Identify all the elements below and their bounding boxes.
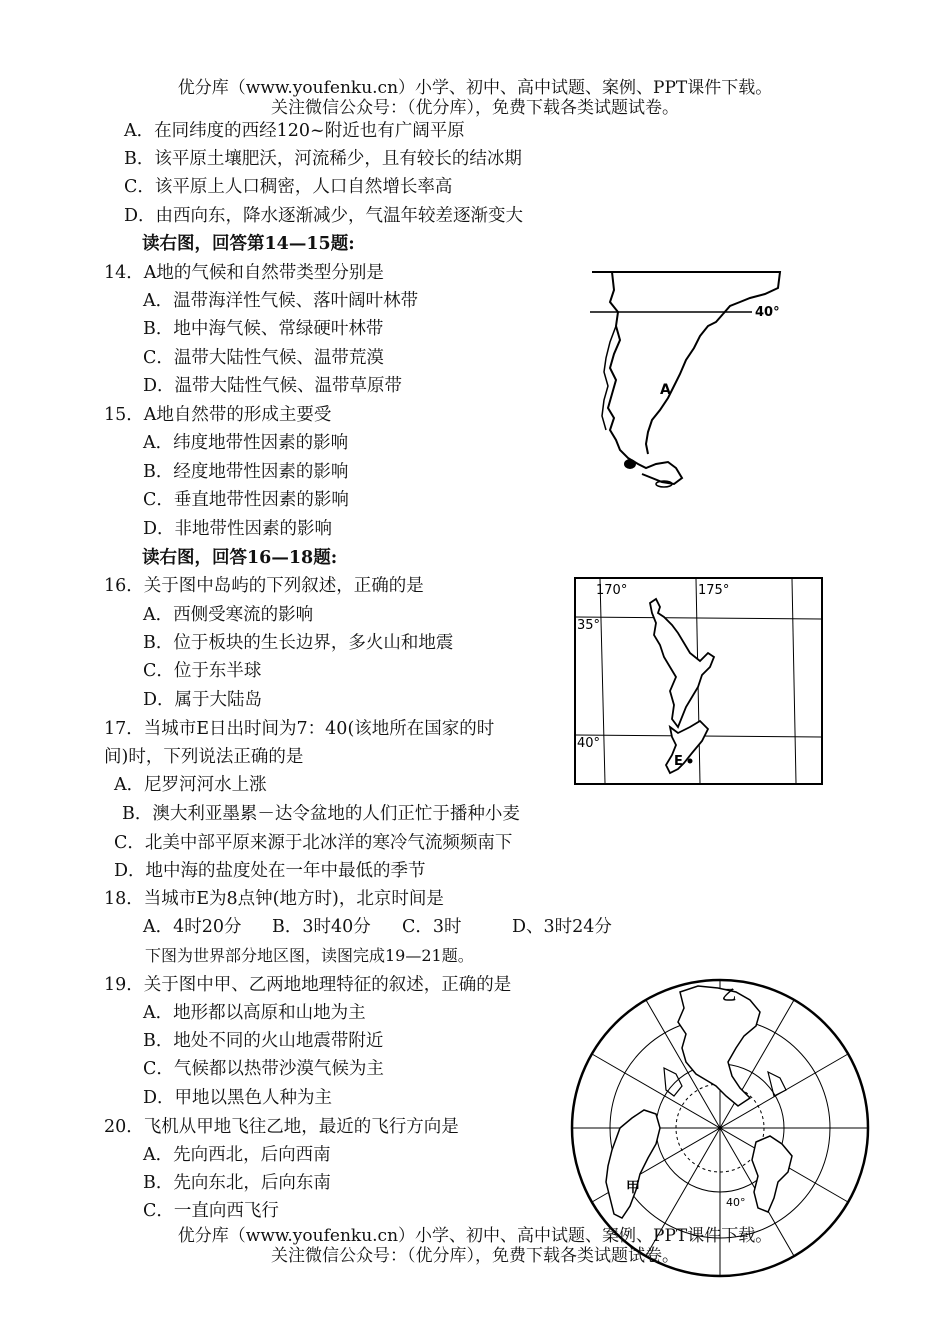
q19-option-a: A．地形都以高原和山地为主 bbox=[143, 1003, 366, 1023]
q20-stem: 20．飞机从甲地飞往乙地，最近的飞行方向是 bbox=[104, 1117, 459, 1137]
q15-option-a: A．纬度地带性因素的影响 bbox=[143, 433, 349, 453]
q13-option-d: D．由西向东，降水逐渐减少，气温年较差逐渐变大 bbox=[124, 206, 524, 226]
q18-stem: 18．当城市E为8点钟(地方时)，北京时间是 bbox=[104, 889, 444, 909]
q18-option-c: C．3时 bbox=[402, 917, 462, 937]
q16-option-d: D．属于大陆岛 bbox=[143, 690, 263, 710]
map2-lon-175: 175° bbox=[698, 583, 730, 598]
map1-top-coast bbox=[592, 272, 780, 314]
q18-option-a: A．4时20分 bbox=[143, 917, 242, 937]
header-line-2: 关注微信公众号：（优分库），免费下载各类试题试卷。 bbox=[271, 98, 679, 118]
footer-line-2: 关注微信公众号：（优分库），免费下载各类试题试卷。 bbox=[271, 1246, 679, 1266]
section2-prompt: 读右图，回答16—18题: bbox=[142, 548, 338, 568]
q17-stem-line2: 间)时，下列说法正确的是 bbox=[104, 747, 304, 767]
q19-option-b: B．地处不同的火山地震带附近 bbox=[143, 1031, 384, 1051]
footer-line-1: 优分库（www.youfenku.cn）小学、初中、高中试题、案例、PPT课件下载。 bbox=[177, 1226, 773, 1246]
map-south-america bbox=[590, 268, 790, 494]
map3-lat-label: 40° bbox=[726, 1196, 746, 1209]
map1-point-a: A bbox=[660, 382, 671, 398]
q17-option-a: A．尼罗河河水上涨 bbox=[114, 775, 267, 795]
q15-option-b: B．经度地带性因素的影响 bbox=[143, 462, 349, 482]
q14-option-d: D．温带大陆性气候、温带草原带 bbox=[143, 376, 403, 396]
q16-option-b: B．位于板块的生长边界，多火山和地震 bbox=[143, 633, 454, 653]
q16-option-c: C．位于东半球 bbox=[143, 661, 262, 681]
header-line-1: 优分库（www.youfenku.cn）小学、初中、高中试题、案例、PPT课件下载。 bbox=[177, 78, 773, 98]
map2-lat-35: 35° bbox=[577, 618, 601, 633]
q14-option-a: A．温带海洋性气候、落叶阔叶林带 bbox=[143, 291, 419, 311]
q16-stem: 16．关于图中岛屿的下列叙述，正确的是 bbox=[104, 576, 424, 596]
q14-option-c: C．温带大陆性气候、温带荒漠 bbox=[143, 348, 384, 368]
q13-option-b: B．该平原土壤肥沃，河流稀少，且有较长的结冰期 bbox=[124, 149, 522, 169]
q17-stem-line1: 17．当城市E日出时间为7：40(该地所在国家的时 bbox=[104, 719, 495, 739]
q16-option-a: A．西侧受寒流的影响 bbox=[143, 605, 314, 625]
q20-option-c: C．一直向西飞行 bbox=[143, 1201, 279, 1221]
q15-stem: 15．A地自然带的形成主要受 bbox=[104, 405, 332, 425]
q17-option-b: B．澳大利亚墨累－达令盆地的人们正忙于播种小麦 bbox=[122, 804, 520, 824]
q19-option-c: C．气候都以热带沙漠气候为主 bbox=[143, 1059, 384, 1079]
q19-option-d: D．甲地以黑色人种为主 bbox=[143, 1088, 333, 1108]
map2-lon-170: 170° bbox=[596, 583, 628, 598]
q17-option-d: D．地中海的盐度处在一年中最低的季节 bbox=[114, 861, 426, 881]
map-new-zealand bbox=[574, 577, 824, 787]
q14-option-b: B．地中海气候、常绿硬叶林带 bbox=[143, 319, 384, 339]
section3-prompt: 下图为世界部分地区图，读图完成19—21题。 bbox=[145, 946, 474, 965]
q14-stem: 14．A地的气候和自然带类型分别是 bbox=[104, 263, 384, 283]
map3-label-yi: 乙 bbox=[722, 988, 736, 1004]
q13-option-a: A．在同纬度的西经120~附近也有广阔平原 bbox=[124, 121, 465, 141]
q18-option-d: D、3时24分 bbox=[512, 917, 612, 937]
map1-island bbox=[624, 459, 636, 469]
q15-option-c: C．垂直地带性因素的影响 bbox=[143, 490, 349, 510]
q18-option-b: B．3时40分 bbox=[272, 917, 371, 937]
map2-city-e: E bbox=[674, 754, 683, 769]
q20-option-b: B．先向东北，后向东南 bbox=[143, 1173, 331, 1193]
section1-prompt: 读右图，回答第14—15题: bbox=[142, 234, 355, 254]
q13-option-c: C．该平原上人口稠密，人口自然增长率高 bbox=[124, 177, 453, 197]
q15-option-d: D．非地带性因素的影响 bbox=[143, 519, 333, 539]
map1-lat-label: 40° bbox=[755, 305, 780, 320]
q20-option-a: A．先向西北，后向西南 bbox=[143, 1145, 331, 1165]
map2-city-e-dot bbox=[688, 759, 693, 764]
map3-label-jia: 甲 bbox=[626, 1180, 640, 1196]
q19-stem: 19．关于图中甲、乙两地地理特征的叙述，正确的是 bbox=[104, 975, 512, 995]
q17-option-c: C．北美中部平原来源于北冰洋的寒冷气流频频南下 bbox=[114, 833, 513, 853]
map1-coastline bbox=[608, 272, 723, 484]
map2-lat-40: 40° bbox=[577, 736, 601, 751]
